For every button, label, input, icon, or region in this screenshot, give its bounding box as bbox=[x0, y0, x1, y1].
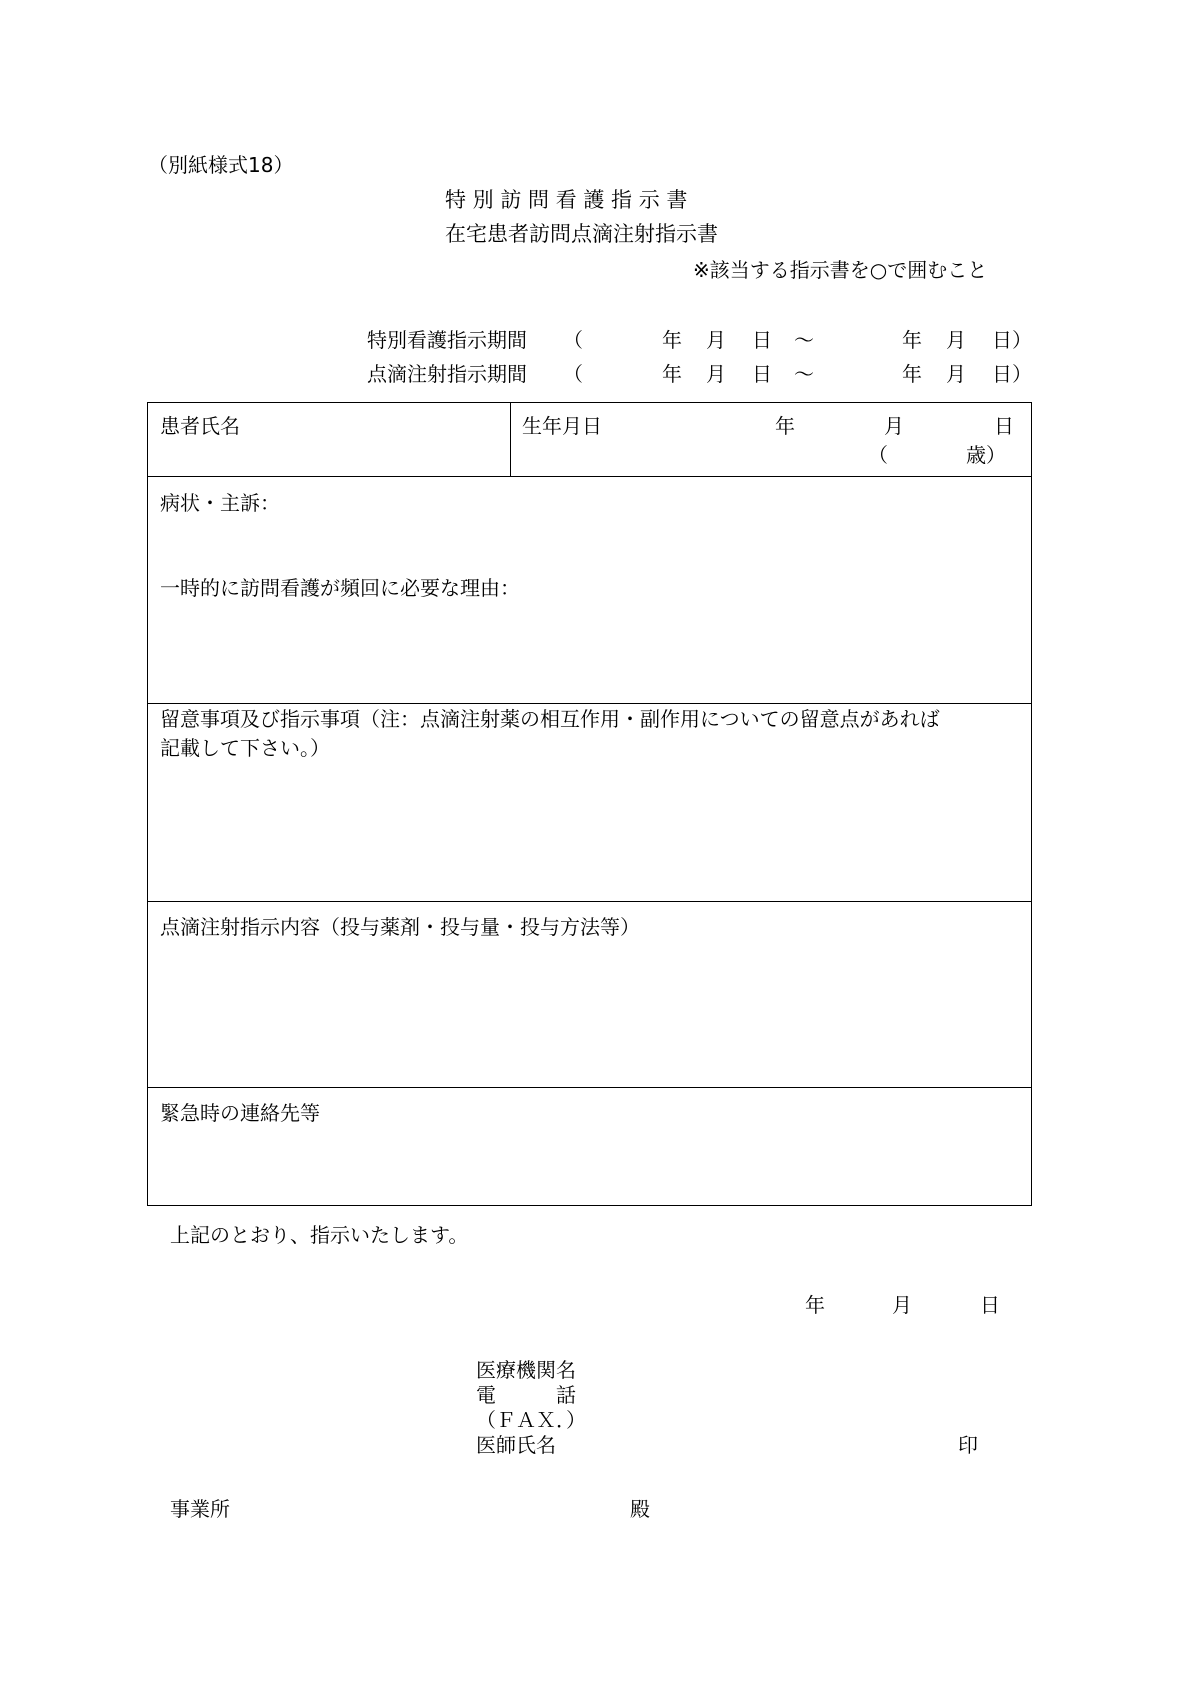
paren: （ bbox=[563, 362, 583, 386]
day: 日） bbox=[992, 362, 1032, 386]
date-month: 月 bbox=[892, 1293, 912, 1317]
honorific: 殿 bbox=[630, 1497, 650, 1521]
form-number: （別紙様式18） bbox=[148, 153, 294, 177]
day: 日 bbox=[752, 362, 772, 386]
birth-day: 日 bbox=[994, 414, 1014, 438]
instruction-note: ※該当する指示書を○で囲むこと bbox=[693, 258, 988, 282]
divider bbox=[510, 403, 511, 476]
year: 年 bbox=[662, 328, 682, 352]
notes-label: 留意事項及び指示事項（注：点滴注射薬の相互作用・副作用についての留意点があれば bbox=[160, 707, 940, 731]
notes-label-cont: 記載して下さい。） bbox=[160, 736, 330, 760]
birthdate-label: 生年月日 bbox=[522, 414, 602, 438]
infusion-label: 点滴注射指示内容（投与薬剤・投与量・投与方法等） bbox=[160, 915, 640, 939]
month: 月 bbox=[706, 362, 726, 386]
period-label: 点滴注射指示期間 bbox=[367, 362, 527, 386]
title: 特 別 訪 問 看 護 指 示 書 bbox=[445, 188, 688, 212]
month: 月 bbox=[946, 328, 966, 352]
month: 月 bbox=[946, 362, 966, 386]
date-year: 年 bbox=[805, 1293, 825, 1317]
divider bbox=[148, 1087, 1031, 1088]
seal-mark: 印 bbox=[958, 1433, 978, 1457]
divider bbox=[148, 901, 1031, 902]
closing-statement: 上記のとおり、指示いたします。 bbox=[170, 1223, 469, 1247]
day: 日 bbox=[752, 328, 772, 352]
period-label: 特別看護指示期間 bbox=[367, 328, 527, 352]
age-paren: （ bbox=[868, 443, 888, 467]
year: 年 bbox=[662, 362, 682, 386]
emergency-contact-label: 緊急時の連絡先等 bbox=[160, 1101, 320, 1125]
subtitle: 在宅患者訪問点滴注射指示書 bbox=[445, 222, 718, 246]
tilde: ～ bbox=[794, 362, 814, 386]
divider bbox=[148, 476, 1031, 477]
divider bbox=[148, 703, 1031, 704]
paren: （ bbox=[563, 328, 583, 352]
birth-month: 月 bbox=[884, 414, 904, 438]
year: 年 bbox=[902, 328, 922, 352]
birth-year: 年 bbox=[775, 414, 795, 438]
phone-label: 電 話 bbox=[476, 1383, 576, 1407]
tilde: ～ bbox=[794, 328, 814, 352]
institution-label: 医療機関名 bbox=[476, 1358, 576, 1382]
month: 月 bbox=[706, 328, 726, 352]
age-label: 歳） bbox=[966, 443, 1006, 467]
office-label: 事業所 bbox=[170, 1497, 230, 1521]
year: 年 bbox=[902, 362, 922, 386]
doctor-name-label: 医師氏名 bbox=[476, 1433, 556, 1457]
patient-name-label: 患者氏名 bbox=[160, 414, 240, 438]
reason-label: 一時的に訪問看護が頻回に必要な理由： bbox=[160, 576, 520, 600]
day: 日） bbox=[992, 328, 1032, 352]
fax-label: （ＦＡＸ．） bbox=[476, 1408, 586, 1432]
symptoms-label: 病状・主訴： bbox=[160, 491, 280, 515]
form-table bbox=[147, 402, 1032, 1206]
date-day: 日 bbox=[980, 1293, 1000, 1317]
